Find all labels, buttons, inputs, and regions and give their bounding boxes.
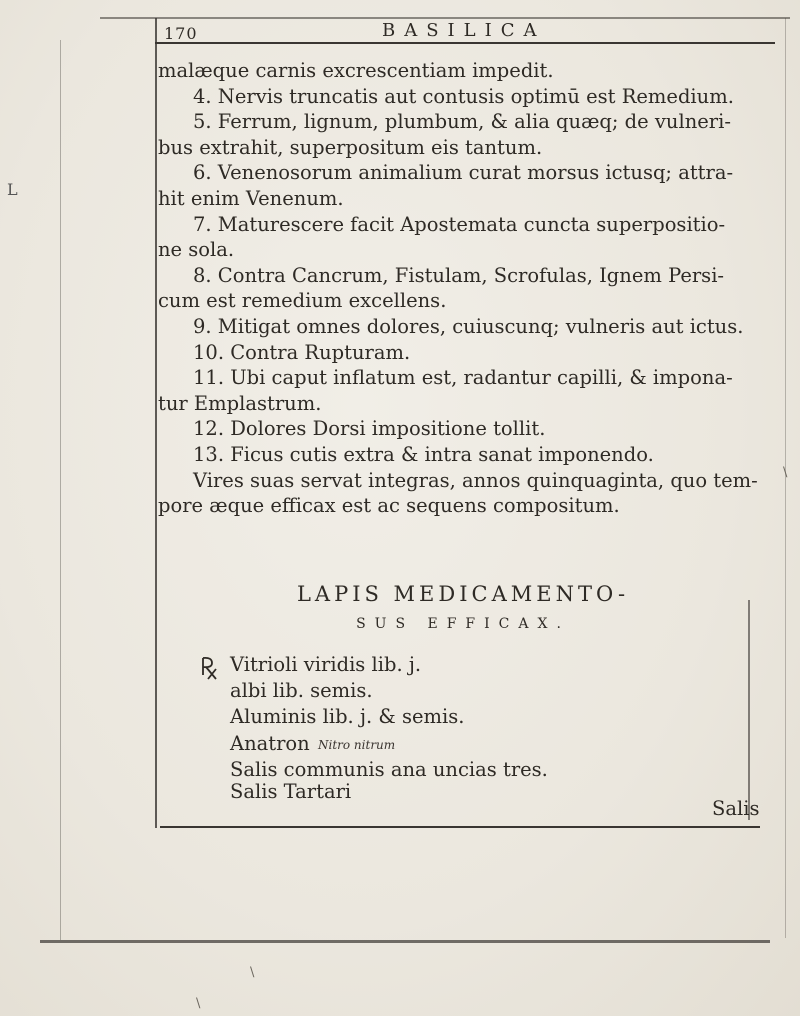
section-subheading: SUS EFFICAX. <box>356 616 570 632</box>
margin-tick-mark: \ <box>783 465 788 480</box>
text-line: 9. Mitigat omnes dolores, cuiuscunq; vulneris aut ictus. <box>193 314 744 338</box>
text-line: ne sola. <box>158 238 235 262</box>
right-margin-rule <box>748 600 750 820</box>
header-rule <box>155 42 775 44</box>
recipe-symbol-icon <box>200 655 220 681</box>
page-number: 170 <box>164 24 198 43</box>
margin-tick-mark: \ <box>196 996 201 1011</box>
text-line: 13. Ficus cutis extra & intra sanat imponendo. <box>193 442 654 466</box>
text-line: tur Emplastrum. <box>158 391 322 415</box>
main-text <box>158 58 768 519</box>
header-rule-top <box>100 17 790 19</box>
section-heading: LAPIS MEDICAMENTO- <box>296 582 630 606</box>
recipe-line: Vitrioli viridis lib. j. <box>230 653 422 676</box>
recipe-line: Anatron <box>230 732 310 755</box>
recipe-line: albi lib. semis. <box>230 679 373 702</box>
text-line: 11. Ubi caput inflatum est, radantur capilli, & impona- <box>193 366 733 390</box>
edge-shadow-rule <box>40 940 770 943</box>
text-line: 12. Dolores Dorsi impositione tollit. <box>193 417 546 441</box>
text-line: 4. Nervis truncatis aut contusis optimū est Remedium. <box>193 84 734 108</box>
text-line: malæque carnis excrescentiam impedit. <box>158 59 554 82</box>
text-line: cum est remedium excellens. <box>158 289 447 313</box>
margin-tick-mark: L <box>7 180 18 199</box>
text-line: 10. Contra Rupturam. <box>193 340 411 364</box>
page-edge-line <box>60 40 61 940</box>
text-line: Vires suas servat integras, annos quinquaginta, quo tem- <box>193 468 758 492</box>
text-line: 6. Venenosorum animalium curat morsus ictusq; attra- <box>193 161 734 185</box>
text-line: 8. Contra Cancrum, Fistulam, Scrofulas, Ignem Persi- <box>193 263 725 287</box>
text-line: bus extrahit, superpositum eis tantum. <box>158 135 543 159</box>
margin-tick-mark: \ <box>250 965 255 980</box>
catchword: Salis <box>712 797 760 820</box>
handwritten-note: Nitro nitrum <box>318 738 396 752</box>
recipe-line: Aluminis lib. j. & semis. <box>230 705 465 728</box>
running-head: BASILICA <box>382 20 546 41</box>
recipe-line: Salis communis ana uncias tres. <box>230 758 548 781</box>
footer-rule <box>160 826 760 828</box>
text-line: hit enim Venenum. <box>158 186 344 210</box>
left-margin-rule <box>155 18 157 828</box>
recipe-line: Salis Tartari <box>230 780 352 803</box>
text-line: 5. Ferrum, lignum, plumbum, & alia quæq; de vulneri- <box>193 110 731 134</box>
text-line: 7. Maturescere facit Apostemata cuncta superpositio- <box>193 212 726 236</box>
text-line: pore æque efficax est ac sequens compositum. <box>158 494 620 518</box>
